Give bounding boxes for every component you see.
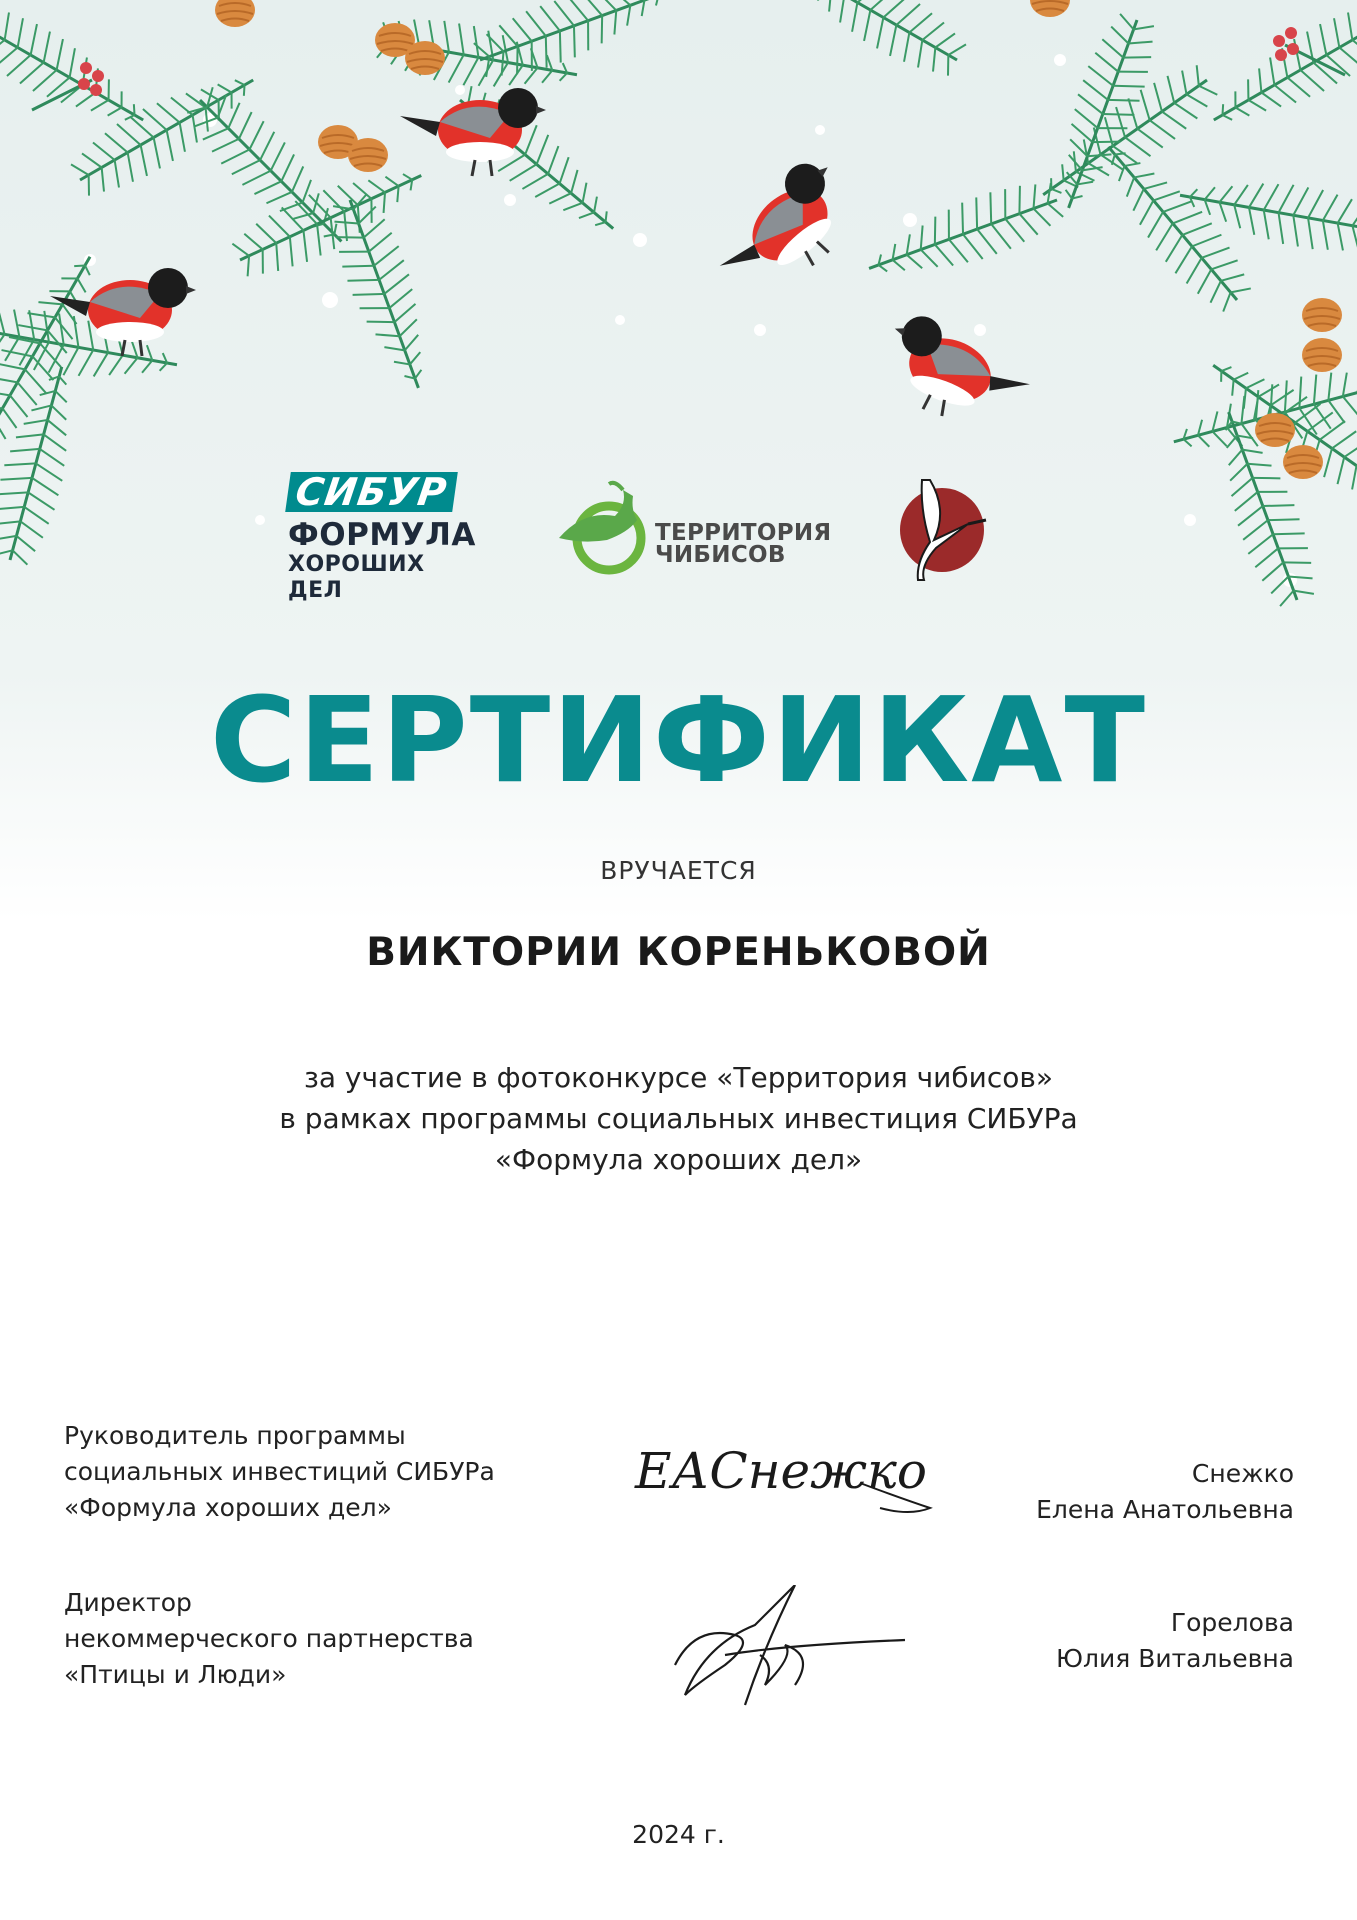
signatory-name: Горелова Юлия Витальевна (1056, 1608, 1294, 1673)
sibur-wordmark: СИБУР (285, 472, 457, 512)
formula-wordmark: ФОРМУЛА (288, 517, 476, 553)
signatory-block (0, 1585, 1357, 1705)
crane-icon (890, 470, 990, 585)
sibur-logo (288, 472, 478, 604)
svg-text:ЕАСнежко: ЕАСнежко (635, 1442, 927, 1500)
awarded-label: ВРУЧАЕТСЯ (600, 856, 757, 885)
reason-line: «Формула хороших дел» (494, 1143, 863, 1176)
partner-logos (0, 460, 1357, 603)
reason-line: в рамках программы социальных инвестиция СИБУРа (279, 1102, 1078, 1135)
issue-year: 2024 г. (632, 1820, 725, 1849)
certificate-title: СЕРТИФИКАТ (210, 671, 1147, 809)
signature-gorelova (665, 1585, 915, 1715)
good-deeds-wordmark: ХОРОШИХ ДЕЛ (288, 552, 425, 603)
bullfinch-icon (50, 88, 1040, 441)
rowan-berry-icon (32, 27, 1345, 110)
award-reason (0, 1057, 1357, 1180)
lapwing-territory-logo (553, 470, 832, 585)
lapwing-icon (553, 470, 658, 585)
signatory-position: Руководитель программы социальных инвестиций СИБУРа «Формула хороших дел» (64, 1421, 495, 1522)
reason-line: за участие в фотоконкурсе «Территория чибисов» (303, 1061, 1053, 1094)
signatory-block (0, 1418, 1357, 1538)
signature-snezhko (630, 1438, 950, 1528)
signatory-name: Снежко Елена Анатольевна (1036, 1459, 1294, 1524)
recipient-name: ВИКТОРИИ КОРЕНЬКОВОЙ (366, 930, 991, 975)
lapwing-wordmark: ТЕРРИТОРИЯ ЧИБИСОВ (655, 520, 832, 568)
signatory-position: Директор некоммерческого партнерства «Птицы и Люди» (64, 1588, 474, 1689)
birds-and-people-logo (890, 470, 990, 585)
